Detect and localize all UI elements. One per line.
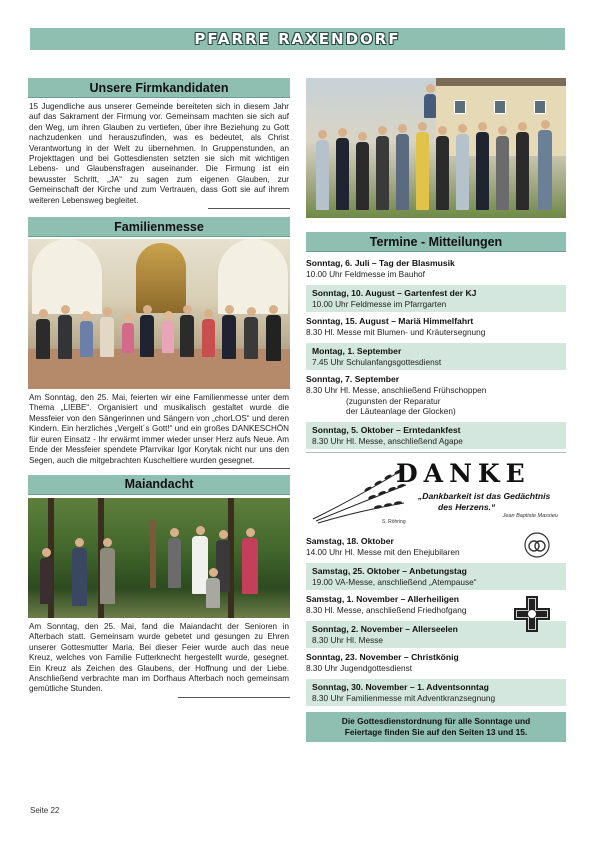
person-figure — [242, 528, 258, 594]
church-window — [32, 239, 102, 314]
left-column — [28, 78, 290, 698]
event-list-a — [306, 256, 566, 449]
danke-word: DANKE — [396, 459, 531, 488]
person-figure — [266, 305, 281, 361]
wedding-rings-icon — [524, 532, 550, 558]
person-figure — [58, 305, 72, 359]
person-figure — [162, 311, 174, 353]
maiandacht-photo — [28, 498, 290, 618]
divider — [200, 468, 290, 469]
event-item: Sonntag, 30. November – 1. Adventsonntag 8.30 Uhr Familienmesse mit Adventkranzsegnung — [306, 679, 566, 707]
termine-heading: Termine - Mitteilungen — [306, 232, 566, 252]
person-figure — [100, 307, 114, 357]
wheat-ears-icon — [308, 457, 408, 527]
maiandacht-text: Am Sonntag, den 25. Mai, fand die Maiandacht der Senioren in Afterbach statt. Gemeinsam wurde gebetet und gesungen zu Ehren unserer Gottesmutter Maria. Bei dieser Feier wurde auch das neue Kreuz, welches von Familie Futterknecht hergestellt wurde, gesegnet. Ein Kreuz als Zeichen des Glaubens, der Hoffnung und der Liebe. Anschließend verbrachte man im Dorfhaus Afterbach noch gemeinsam gemütliche Stunden. — [29, 621, 289, 694]
event-item: Sonntag, 2. November – Allerseelen 8.30 Uhr Hl. Messe — [306, 621, 566, 649]
event-item: Sonntag, 23. November – Christkönig 8.30 Uhr Jugendgottesdienst — [306, 652, 459, 673]
event-item: Samstag, 25. Oktober – Anbetungstag 19.00 VA-Messe, anschließend „Atempause“ — [306, 563, 566, 591]
divider — [178, 697, 290, 698]
cross-icon — [512, 594, 552, 634]
person-figure — [122, 313, 134, 353]
person-figure — [376, 126, 389, 210]
person-figure — [456, 124, 469, 210]
divider — [208, 208, 290, 209]
event-item: Samstag, 1. November – Allerheiligen 8.30 Hl. Messe, anschließend Friedhofgang — [306, 592, 566, 619]
person-figure — [496, 126, 509, 210]
person-figure — [424, 84, 436, 118]
person-figure — [356, 132, 369, 210]
maiandacht-heading: Maiandacht — [28, 475, 290, 495]
person-figure — [180, 305, 194, 357]
person-figure — [336, 128, 349, 210]
firmkandidaten-photo — [306, 78, 566, 218]
event-list-b — [306, 534, 566, 706]
person-figure — [222, 305, 236, 359]
person-figure — [100, 538, 115, 604]
person-figure — [538, 120, 552, 210]
person-figure — [206, 568, 220, 608]
event-item: Sonntag, 5. Oktober – Erntedankfest 8.30 Uhr Hl. Messe, anschließend Agape — [306, 422, 566, 450]
familienmesse-heading: Familienmesse — [28, 217, 290, 237]
person-figure — [316, 130, 329, 210]
parish-title: PFARRE RAXENDORF — [194, 30, 401, 48]
quote-author: Jean Baptiste Massieu — [502, 513, 558, 519]
person-figure — [36, 309, 50, 359]
house-window — [454, 100, 466, 114]
person-figure — [168, 528, 181, 588]
person-figure — [140, 305, 154, 357]
firmkandidaten-text: 15 Jugendliche aus unserer Gemeinde bereiteten sich in diesem Jahr auf das Sakrament der Firmung vor. Gemeinsam machten sie sich auf den Weg, um ihren Glauben zu vertiefen, über ihre Beziehung zu Gott nachzudenken und herauszufinden, was es bedeutet, als Christ Verantwortung in der Welt zu übernehmen. In Gruppenstunden, an Projekttagen und bei Gottesdiensten setzten sie sich mit wichtigen Lebens- und Glaubensfragen auseinander. Die Firmung ist ein bewusster Schritt, „JA“ zu sagen zum eigenen Glauben, zur Gemeinschaft der Kirche und zum Vertrauen, dass Gott sie auf ihrem weiteren Lebensweg begleitet. — [29, 102, 289, 205]
firmkandidaten-heading: Unsere Firmkandidaten — [28, 78, 290, 98]
familienmesse-text: Am Sonntag, den 25. Mai, feierten wir eine Familienmesse unter dem Thema „LIEBE“. Organisiert und musikalisch gestaltet wurde die Messfeier von den Sängerinnen und Sängern von „chorLOS“ und deren Kindern. Ein herzliches „Vergelt´s Gott!“ und ein großes DANKESCHÖN für euren Einsatz - Ihr erwärmt immer wieder unser Herz aufs Neue. Am Ende der Messfeier spendete Pfarrvikar Igor Korytak nicht nur uns den Segen, auch die mitgebrachten Kuscheltiere wurden gesegnet. — [29, 393, 289, 465]
house-window — [494, 100, 506, 114]
event-item: Sonntag, 15. August – Mariä Himmelfahrt 8.30 Hl. Messe mit Blumen- und Kräutersegnung — [306, 316, 486, 337]
church-window — [218, 239, 288, 314]
event-item: Sonntag, 10. August – Gartenfest der KJ 10.00 Uhr Feldmesse im Pfarrgarten — [306, 285, 566, 313]
graphic-credit: S. Röhring — [382, 519, 406, 525]
event-item: Montag, 1. September 7.45 Uhr Schulanfangsgottesdienst — [306, 343, 566, 371]
house-window — [534, 100, 546, 114]
person-figure — [396, 124, 409, 210]
page-number: Seite 22 — [30, 806, 60, 815]
event-item: Sonntag, 6. Juli – Tag der Blasmusik 10.00 Uhr Feldmesse im Bauhof — [306, 258, 455, 279]
person-figure — [416, 122, 429, 210]
danke-graphic — [306, 452, 566, 530]
wooden-cross — [140, 520, 156, 588]
person-figure — [80, 311, 93, 357]
person-figure — [72, 538, 87, 606]
event-item: Samstag, 18. Oktober 14.00 Uhr Hl. Messe mit den Ehejubilaren — [306, 534, 566, 561]
page-banner — [30, 28, 565, 50]
person-figure — [516, 122, 529, 210]
person-figure — [202, 309, 215, 357]
familienmesse-photo — [28, 239, 290, 389]
person-figure — [244, 307, 258, 359]
person-figure — [40, 548, 53, 604]
person-figure — [436, 126, 449, 210]
event-item: Sonntag, 7. September 8.30 Uhr Hl. Messe, anschließend Frühschoppen (zugunsten der Reparatur der Läuteanlage der Glocken) — [306, 374, 487, 416]
person-figure — [476, 122, 489, 210]
danke-quote: „Dankbarkeit ist das Gedächtnis des Herzens.“ — [418, 491, 551, 512]
right-column — [306, 78, 566, 742]
gottesdienstordnung-note: Die Gottesdienstordnung für alle Sonntage und Feiertage finden Sie auf den Seiten 13 und 15. — [306, 712, 566, 742]
church-altar — [136, 243, 186, 313]
